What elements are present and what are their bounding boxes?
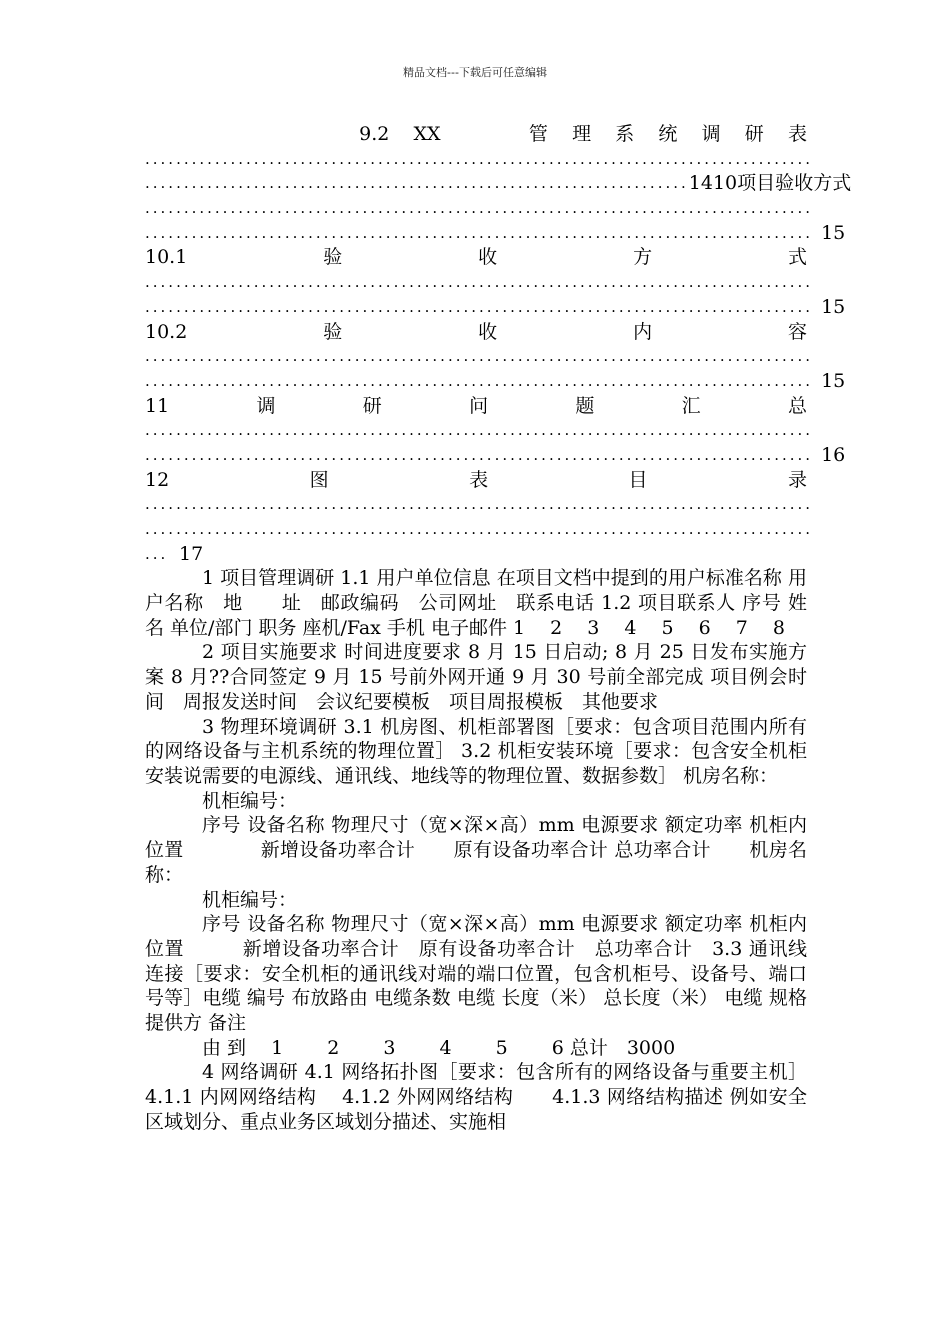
toc-entry-10-1: 10.1 验 收 方 式: [145, 246, 807, 269]
section-1-text: 1 项目管理调研 1.1 用户单位信息 在项目文档中提到的用户标准名称 用户名称 地 址 邮政编码 公司网址 联系电话 1.2 项目联系人 序号 姓名 单位/部门 职务 座机/Fax 手机 电子邮件 1 2 3 4 5 6 7 8: [145, 567, 807, 639]
toc-entry-9-2: 9.2 XX 管 理 系 统 调 研 表: [359, 123, 807, 145]
cabinet-number-label: 机柜编号：: [202, 789, 298, 812]
toc-leader: ......................................................................................: [145, 520, 814, 538]
section-4-text: 4 网络调研 4.1 网络拓扑图［要求：包含所有的网络设备与重要主机］4.1.1 内网网络结构 4.1.2 外网网络结构 4.1.3 网络结构描述 例如安全区域划分、重点业务区域划分描述、实施相: [145, 1061, 807, 1133]
toc-leader: ......................................................................................: [145, 347, 814, 366]
cabinet-number-label: 机柜编号：: [202, 888, 298, 911]
cable-table-row: 由 到 1 2 3 4 5 6 总计 3000: [202, 1036, 676, 1059]
toc-leader-with-page: ...................................................................... 14 10 项 目 验 收 方 式: [145, 172, 852, 195]
toc-leader: ......................................................................................: [145, 421, 814, 440]
toc-leader-with-page: ...................................................................................... 16: [145, 443, 846, 466]
section-3-text: 3 物理环境调研 3.1 机房图、机柜部署图［要求：包含项目范围内所有的网络设备与主机系统的物理位置］ 3.2 机柜安装环境［要求：包含安全机柜安装说需要的电源线、通讯线、地线等的物理位置、数据参数］ 机房名称：: [145, 715, 807, 787]
section-3-table-1-text: 序号 设备名称 物理尺寸（宽×深×高）mm 电源要求 额定功率 机柜内位置 新增设备功率合计 原有设备功率合计 总功率合计 机房名称：: [145, 814, 807, 886]
document-body: [145, 122, 852, 1135]
section-3-table-2-text: 序号 设备名称 物理尺寸（宽×深×高）mm 电源要求 额定功率 机柜内位置 新增设备功率合计 原有设备功率合计 总功率合计 3.3 通讯线连接［要求：安全机柜的通讯线对端的端口位置，包含机柜号、设备号、端口号等］电缆 编号 布放路由 电缆条数 电缆 长度（米） 总长度（米） 电缆 规格 提供方 备注: [145, 913, 807, 1035]
toc-leader: ......................................................................................: [145, 149, 814, 168]
toc-leader-with-page: ...................................................................................... 15: [145, 221, 846, 244]
page-header: 精品文档---下载后可任意编辑: [403, 66, 547, 79]
toc-entry-11: 11 调 研 问 题 汇 总: [145, 394, 807, 417]
toc-leader: ......................................................................................: [145, 199, 814, 218]
section-2-text: 2 项目实施要求 时间进度要求 8 月 15 日启动; 8 月 25 日发布实施方案 8 月??合同签定 9 月 15 号前外网开通 9 月 30 号前全部完成 项目例会时间 周报发送时间 会议纪要模板 项目周报模板 其他要求: [145, 641, 807, 713]
toc-leader: ......................................................................................: [145, 495, 814, 514]
toc-entry-12: 12 图 表 目 录: [145, 468, 807, 491]
toc-leader-with-page: ...................................................................................... 15: [145, 295, 846, 318]
toc-leader-with-page: ... 17: [145, 542, 204, 565]
toc-leader-with-page: ...................................................................................... 15: [145, 369, 846, 392]
toc-leader: ......................................................................................: [145, 273, 814, 292]
toc-entry-10-2: 10.2 验 收 内 容: [145, 320, 807, 343]
